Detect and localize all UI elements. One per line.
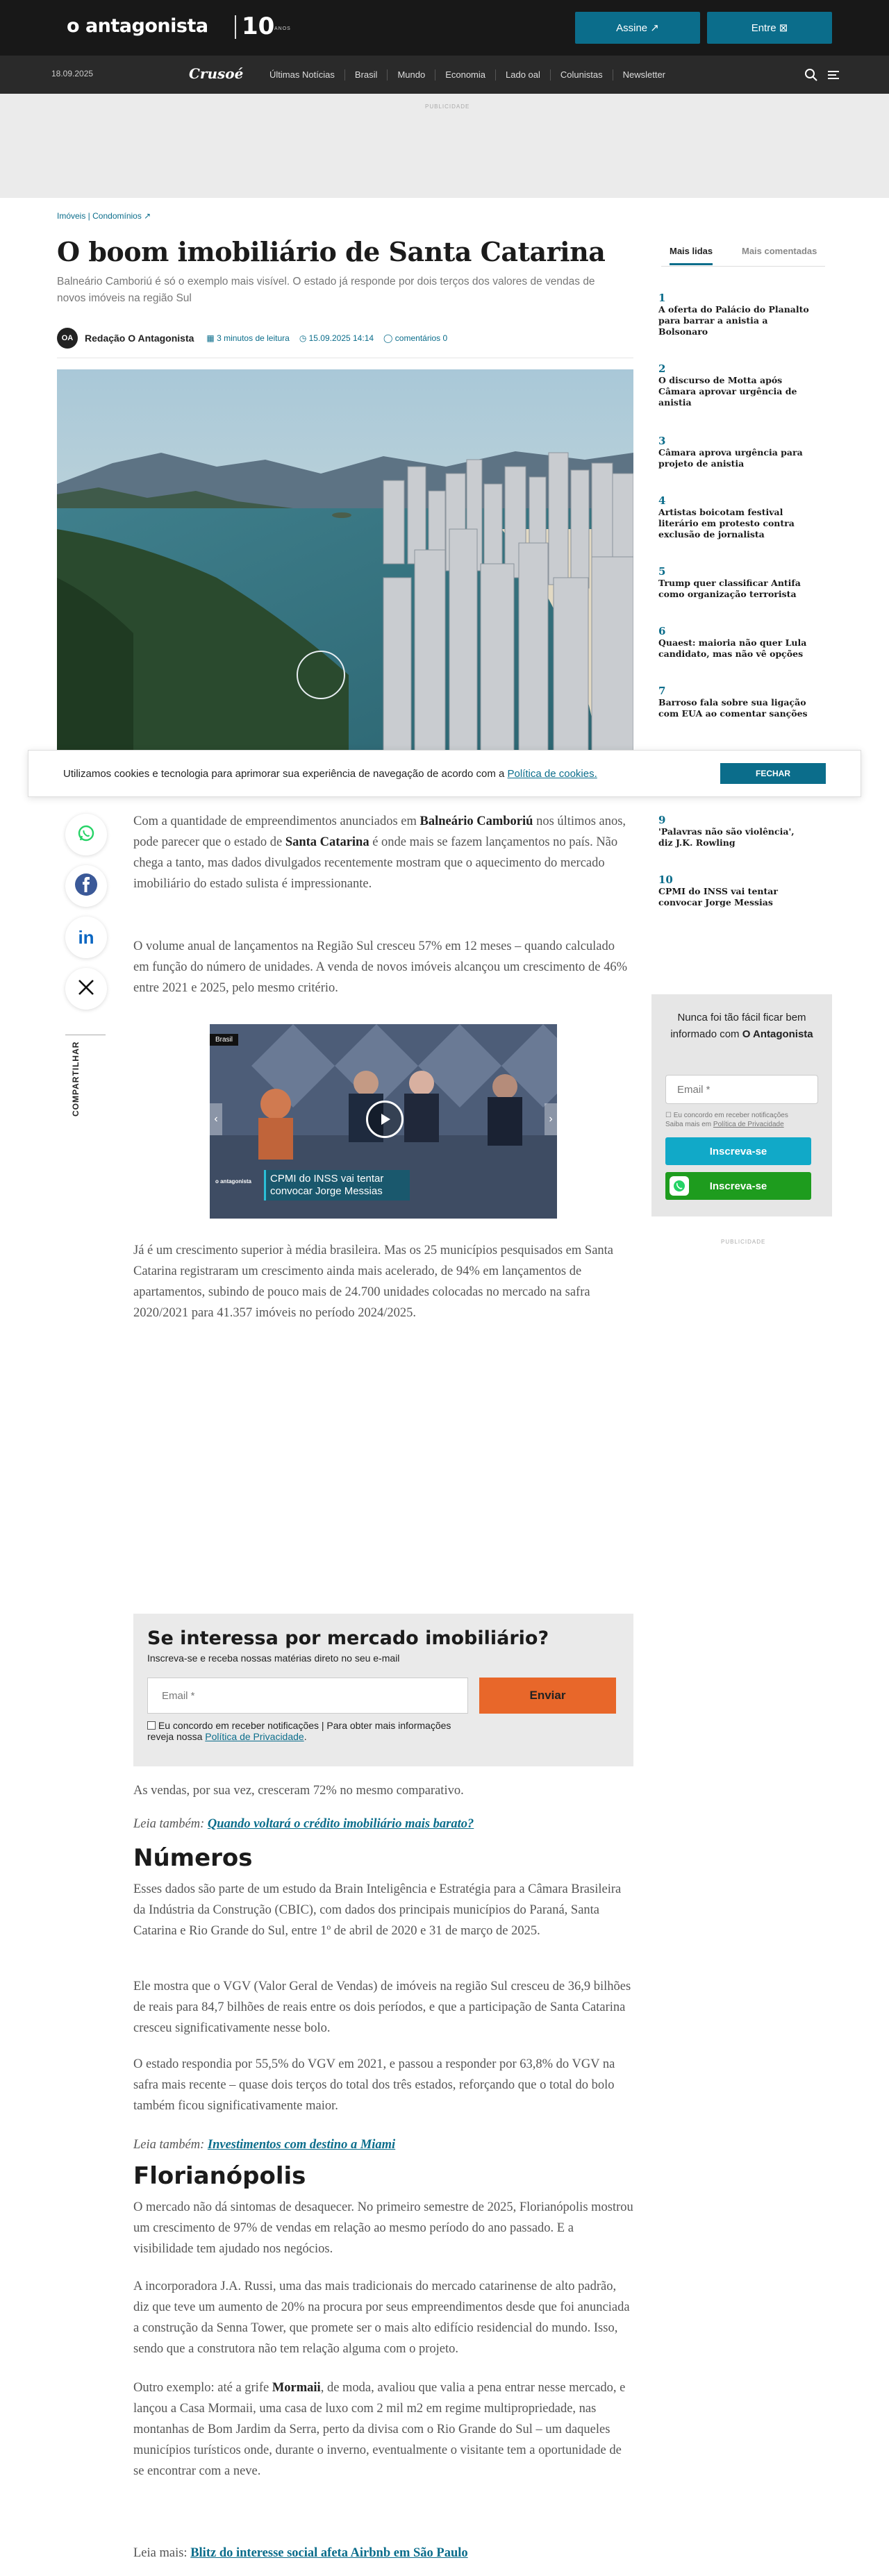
article-meta [57,327,457,349]
ad-label: PUBLICIDADE [425,103,470,110]
hero-image-balneario-camboriu [57,369,633,758]
video-player[interactable] [210,1024,557,1219]
facebook-icon [74,873,98,900]
video-caption: CPMI do INSS vai tentar convocar Jorge Messias [264,1170,410,1201]
anniversary-badge-sub: ANOS [274,26,291,31]
ranking-item[interactable] [658,362,811,408]
ranking-item[interactable] [658,625,811,660]
ranking-item[interactable] [658,565,811,600]
ranking-item[interactable] [658,292,811,337]
sidebar-ad-label: PUBLICIDADE [721,1239,766,1245]
cookie-banner [28,750,861,797]
consent-checkbox[interactable]: ☐ [665,1112,672,1119]
ranking-title[interactable]: 'Palavras não são violência', diz J.K. Rowling [658,826,795,848]
newsletter-email-input[interactable]: Email * [147,1678,468,1714]
paragraph: As vendas, por sua vez, cresceram 72% no mesmo comparativo. [133,1784,464,1798]
logo-divider [235,15,236,39]
paragraph: Ele mostra que o VGV (Valor Geral de Vendas) de imóveis na região Sul cresceu de 36,9 bilhões de reais para 84,7 bilhões de reais entre os dois períodos, e que a participação de Santa Catarina cresceu significativamente nesse bolo. [133,1980,631,2035]
sidebar-newsletter [651,994,832,1216]
whatsapp-icon [670,1176,689,1196]
paragraph: Outro exemplo: até a grife Mormaii, de moda, avaliou que valia a pena entrar nesse mercado, e lançou a Casa Mormaii, uma casa de luxo com 2 mil m2 em regime multipropriedade, nas montanhas de Bom Jardim da Serra, perto da divisa com o Rio Grande do Sul – um daqueles municípios turísticos onde, durante o inverno, eventualmente o visitante tem a oportunidade de se encontrar com a neve. [133,2381,626,2478]
nav-item-mundo[interactable]: Mundo [387,69,435,81]
crusoe-brand-link[interactable]: Crusoé [189,65,244,82]
author-name[interactable]: Redação O Antagonista [85,333,194,344]
newsletter-submit-button[interactable]: Enviar [479,1678,616,1714]
read-also-link[interactable]: Investimentos com destino a Miami [207,2138,396,2152]
ranking-number: 6 [658,625,666,637]
paragraph: Com a quantidade de empreendimentos anunciados em Balneário Camboriú nos últimos anos, pode parecer que o estado de Santa Catarina é onde mais se fazem lançamentos no país. Não chega a tanto, mas dados divulgados recentemente mostram que o aquecimento do mercado imobiliário do estado sulista é impressionante. [133,814,626,891]
hamburger-menu-icon[interactable] [826,68,840,85]
ranking-number: 3 [658,435,666,447]
nav-item-ultimas-noticias[interactable]: Últimas Notícias [269,69,335,80]
newsletter-title: Se interessa por mercado imobiliário? [147,1628,549,1649]
share-label: COMPARTILHAR [71,1042,81,1117]
breadcrumb[interactable]: Imóveis | Condomínios ↗ [57,211,151,221]
ranking-number: 9 [658,814,666,826]
video-prev-arrow[interactable]: ‹ [210,1103,222,1135]
newsletter-subtitle: Inscreva-se e receba nossas matérias direto no seu e-mail [147,1653,400,1664]
video-next-arrow[interactable]: › [545,1103,557,1135]
ranking-item[interactable] [658,685,811,719]
sidebar-newsletter-text: Nunca foi tão fácil ficar bem informado com O Antagonista [670,1012,813,1040]
ranking-title[interactable]: Câmara aprova urgência para projeto de anistia [658,447,803,469]
ranking-title[interactable]: Artistas boicotam festival literário em protesto contra exclusão de jornalista [658,507,795,540]
video-category-tag: Brasil [210,1034,238,1046]
sidebar-whatsapp-button[interactable] [665,1172,811,1200]
linkedin-icon: in [78,926,94,948]
share-linkedin-button[interactable] [65,917,107,958]
article-title: O boom imobiliário de Santa Catarina [57,236,606,267]
section-heading-numeros: Números [133,1844,253,1872]
paragraph: O estado respondia por 55,5% do VGV em 2021, e passou a responder por 63,8% do VGV na safra mais recente – quase dois terços do total dos três estados, reforçando que o total do bolo também ficou significativamente maior. [133,2057,615,2113]
site-logo[interactable]: o antagonista [67,15,208,37]
ranking-title[interactable]: CPMI do INSS vai tentar convocar Jorge Messias [658,886,778,908]
section-heading-florianopolis: Florianópolis [133,2162,306,2190]
consent-checkbox[interactable] [147,1721,156,1730]
x-icon [77,978,95,1000]
read-also: Leia também: Quando voltará o crédito imobiliário mais barato? [133,1817,474,1831]
top-header [0,0,889,56]
newsletter-consent: Eu concordo em receber notificações | Para obter mais informações reveja nossa Política de Privacidade. [147,1720,451,1742]
search-icon[interactable] [804,68,818,85]
sidebar-consent: ☐ Eu concordo em receber notificações Saiba mais em Política de Privacidade [665,1112,788,1128]
author-avatar: OA [57,328,78,349]
share-facebook-button[interactable] [65,865,107,907]
tab-mais-lidas[interactable]: Mais lidas [670,246,713,265]
cookie-text: Utilizamos cookies e tecnologia para aprimorar sua experiência de navegação de acordo com a Política de cookies. [63,767,597,780]
play-icon[interactable] [366,1101,404,1138]
sidebar-email-input[interactable]: Email * [665,1075,818,1104]
ranking-title[interactable]: Barroso fala sobre sua ligação com EUA ao comentar sanções [658,697,808,719]
ranking-number: 2 [658,362,666,375]
read-also: Leia também: Investimentos com destino a Miami [133,2138,396,2152]
paragraph: Já é um crescimento superior à média brasileira. Mas os 25 municípios pesquisados em Santa Catarina registraram um crescimento ainda mais acelerado, de 94% em lançamentos de apartamentos, subindo de pouco mais de 24.700 unidades colocadas no mercado na safra 2020/2021 para 41.357 imóveis no período 2024/2025. [133,1244,614,1320]
ranking-number: 1 [658,292,666,304]
privacy-policy-link[interactable]: Política de Privacidade [713,1121,784,1128]
paragraph: Esses dados são parte de um estudo da Brain Inteligência e Estratégia para a Câmara Brasileira da Indústria da Construção (CBIC), com dados dos principais municípios do Paraná, Santa Catarina e Rio Grande do Sul, entre 1º de abril de 2020 e 31 de março de 2025. [133,1882,622,1938]
read-time: ▦ 3 minutos de leitura [206,333,290,343]
sidebar-tabs [661,240,825,267]
nav-item-lado-oal[interactable]: Lado oal [495,69,550,81]
whatsapp-icon [77,824,95,846]
cookie-close-button[interactable]: FECHAR [720,763,826,784]
tab-mais-comentadas[interactable]: Mais comentadas [742,246,817,256]
ranking-number: 7 [658,685,666,697]
paragraph: A incorporadora J.A. Russi, uma das mais tradicionais do mercado catarinense de alto padrão, diz que teve um aumento de 20% na procura por seus empreendimentos desde que foi anunciada a construção da Senna Tower, que promete ser o mais alto edifício residencial do mundo. Isso, sendo que a construtora não tem relação alguma com o projeto. [133,2280,630,2356]
cookie-policy-link[interactable]: Política de cookies. [507,767,597,780]
top-ad-banner[interactable] [0,94,889,198]
nav-date: 18.09.2025 [51,69,94,78]
ranking-number: 10 [658,873,673,886]
ranking-number: 4 [658,494,666,507]
newsletter-box [133,1614,633,1766]
nav-item-colunistas[interactable]: Colunistas [550,69,613,81]
comments-count[interactable]: ◯ comentários 0 [383,333,448,343]
anniversary-badge: 10 [242,12,275,40]
ranking-item[interactable] [658,814,811,848]
ranking-title[interactable]: Trump quer classificar Antifa como organização terrorista [658,578,801,599]
privacy-policy-link[interactable]: Política de Privacidade [205,1731,304,1742]
read-more-link[interactable]: Blitz do interesse social afeta Airbnb em São Paulo [190,2546,468,2560]
read-also-link[interactable]: Quando voltará o crédito imobiliário mais barato? [207,1817,474,1831]
share-x-button[interactable] [65,968,107,1010]
paragraph: O mercado não dá sintomas de desaquecer. No primeiro semestre de 2025, Florianópolis mostrou um crescimento de 97% de vendas em relação ao mesmo período do ano passado. E a visibilidade tem ajudado nos negócios. [133,2200,633,2256]
video-logo: o antagonista [215,1178,252,1185]
subscribe-button[interactable]: Assine ↗ [575,12,700,44]
ranking-item[interactable] [658,435,811,469]
nav-item-economia[interactable]: Economia [435,69,495,81]
login-button[interactable]: Entre ⊠ [707,12,832,44]
ranking-item[interactable] [658,494,811,540]
publish-date: ◷ 15.09.2025 14:14 [299,333,374,343]
paragraph: O volume anual de lançamentos na Região Sul cresceu 57% em 12 meses – quando calculado em função do número de unidades. A venda de novos imóveis alcançou um crescimento de 46% entre 2021 e 2025, pelo mesmo critério. [133,939,628,995]
ranking-title[interactable]: O discurso de Motta após Câmara aprovar urgência de anistia [658,375,797,408]
nav-item-brasil[interactable]: Brasil [344,69,388,81]
nav-item-newsletter[interactable]: Newsletter [613,69,675,81]
nav-bar [0,56,889,94]
whatsapp-button-label: Inscreva-se [709,1180,767,1192]
article-subtitle: Balneário Camboriú é só o exemplo mais visível. O estado já responde por dois terços dos valores de vendas de novos imóveis na região Sul [57,276,595,304]
ranking-title[interactable]: A oferta do Palácio do Planalto para barrar a anistia a Bolsonaro [658,304,809,337]
ranking-number: 5 [658,565,666,578]
sidebar-subscribe-button[interactable]: Inscreva-se [665,1137,811,1165]
nav-menu [260,56,675,94]
ranking-title[interactable]: Quaest: maioria não quer Lula candidato, mas não vê opções [658,637,807,659]
share-whatsapp-button[interactable] [65,814,107,855]
read-more: Leia mais: Blitz do interesse social afeta Airbnb em São Paulo [133,2546,468,2560]
ranking-item[interactable] [658,873,811,908]
